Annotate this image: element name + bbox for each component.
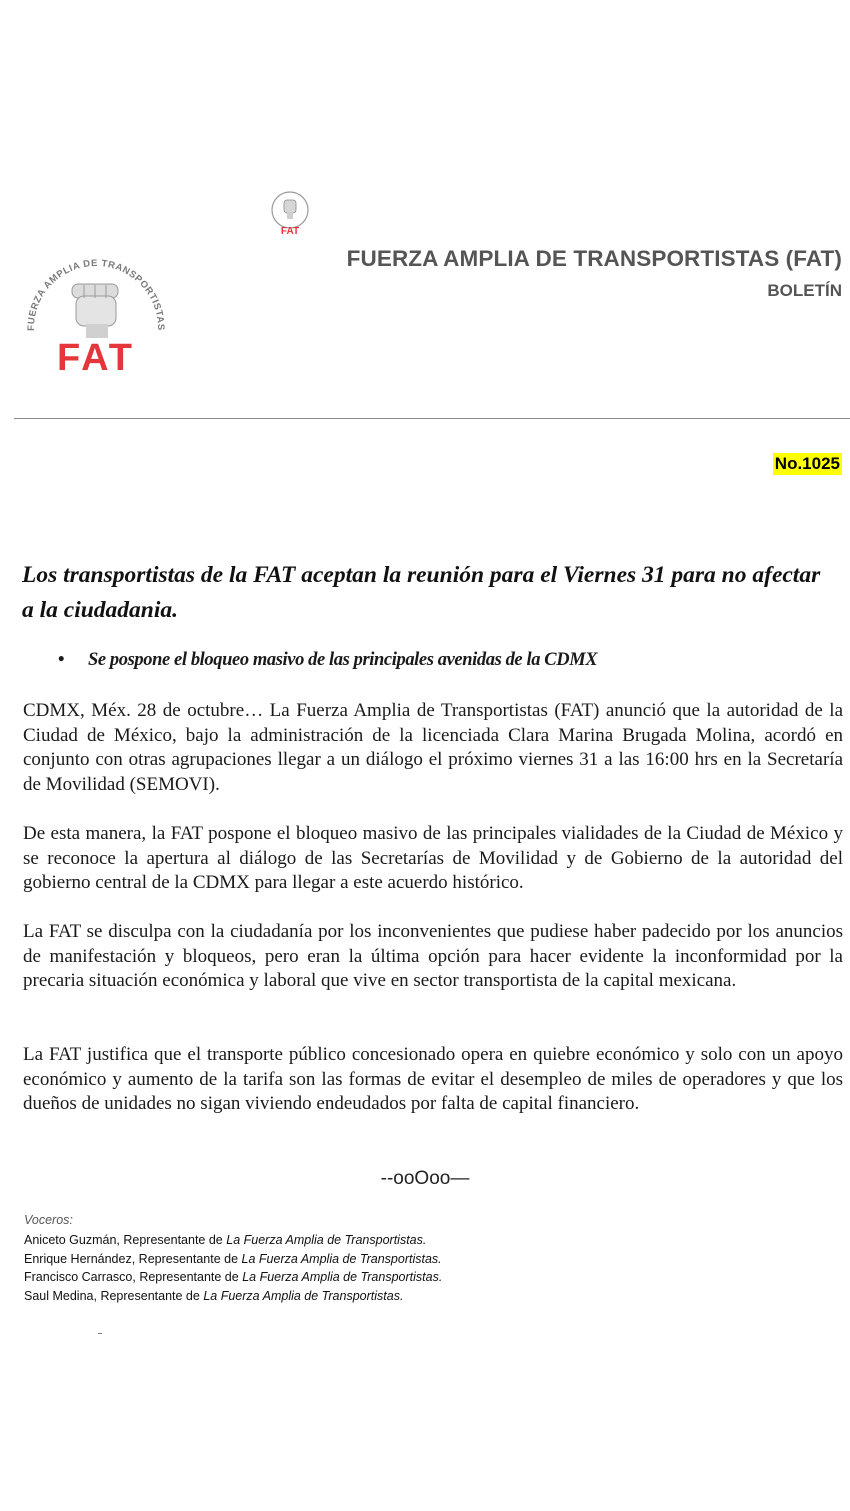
- body-paragraph: CDMX, Méx. 28 de octubre… La Fuerza Amplia de Transportistas (FAT) anunció que la autoridad de la Ciudad de México, bajo la administración de la licenciada Clara Marina Brugada Molina, acordó en conjunto con otras agrupaciones llegar a un diálogo el próximo viernes 31 a las 16:00 hrs en la Secretaría de Movilidad (SEMOVI).: [23, 700, 843, 795]
- organization-name: FUERZA AMPLIA DE TRANSPORTISTAS (FAT): [346, 246, 842, 271]
- spokespeople-label: Voceros:: [24, 1213, 73, 1227]
- svg-text:FAT: FAT: [57, 337, 135, 378]
- bullet-icon: •: [58, 650, 65, 670]
- page-mark: [98, 1333, 102, 1334]
- body-paragraph: La FAT justifica que el transporte público concesionado opera en quiebre económico y solo con un apoyo económico y aumento de la tarifa son las formas de evitar el desempleo de miles de operadores y que los dueños de unidades no sigan viviendo endeudados por falta de capital financiero.: [23, 1044, 843, 1114]
- fat-small-logo: [266, 188, 314, 238]
- end-separator: --ooOoo—: [380, 1168, 470, 1189]
- spokesperson: Saul Medina, Representante de La Fuerza Amplia de Transportistas.: [24, 1288, 404, 1303]
- svg-text:FUERZA AMPLIA DE TRANSPORTISTA: FUERZA AMPLIA DE TRANSPORTISTAS: [25, 257, 167, 331]
- header-divider: [14, 418, 850, 419]
- bullet-point: [58, 650, 597, 671]
- fat-logo: [20, 228, 170, 378]
- fist-icon: [72, 284, 118, 338]
- svg-text:FAT: FAT: [280, 226, 300, 237]
- body-paragraph: De esta manera, la FAT pospone el bloqueo masivo de las principales vialidades de la Ciudad de México y se reconoce la apertura al diálogo de las Secretarías de Movilidad y de Gobierno de la autoridad del gobierno central de la CDMX para llegar a este acuerdo histórico.: [23, 823, 843, 893]
- headline: Los transportistas de la FAT aceptan la reunión para el Viernes 31 para no afectar a la ciudadania.: [22, 562, 821, 623]
- fist-icon: [284, 200, 296, 219]
- spokesperson: Francisco Carrasco, Representante de La Fuerza Amplia de Transportistas.: [24, 1270, 443, 1284]
- spokesperson: Enrique Hernández, Representante de La Fuerza Amplia de Transportistas.: [24, 1251, 442, 1266]
- spokespeople-section: [24, 1213, 442, 1305]
- bullet-text: Se pospone el bloqueo masivo de las principales avenidas de la CDMX: [88, 650, 598, 670]
- spokesperson: Aniceto Guzmán, Representante de La Fuerza Amplia de Transportistas.: [24, 1233, 427, 1247]
- document-type: BOLETÍN: [767, 281, 842, 300]
- body-paragraph: La FAT se disculpa con la ciudadanía por los inconvenientes que pudiese haber padecido por los anuncios de manifestación y bloqueos, pero eran la última opción para hacer evidente la inconformidad por la precaria situación económica y laboral que vive en sector transportista de la capital mexicana.: [23, 921, 843, 991]
- bulletin-number: No.1025: [774, 454, 840, 473]
- spokespeople-list: [24, 1231, 442, 1305]
